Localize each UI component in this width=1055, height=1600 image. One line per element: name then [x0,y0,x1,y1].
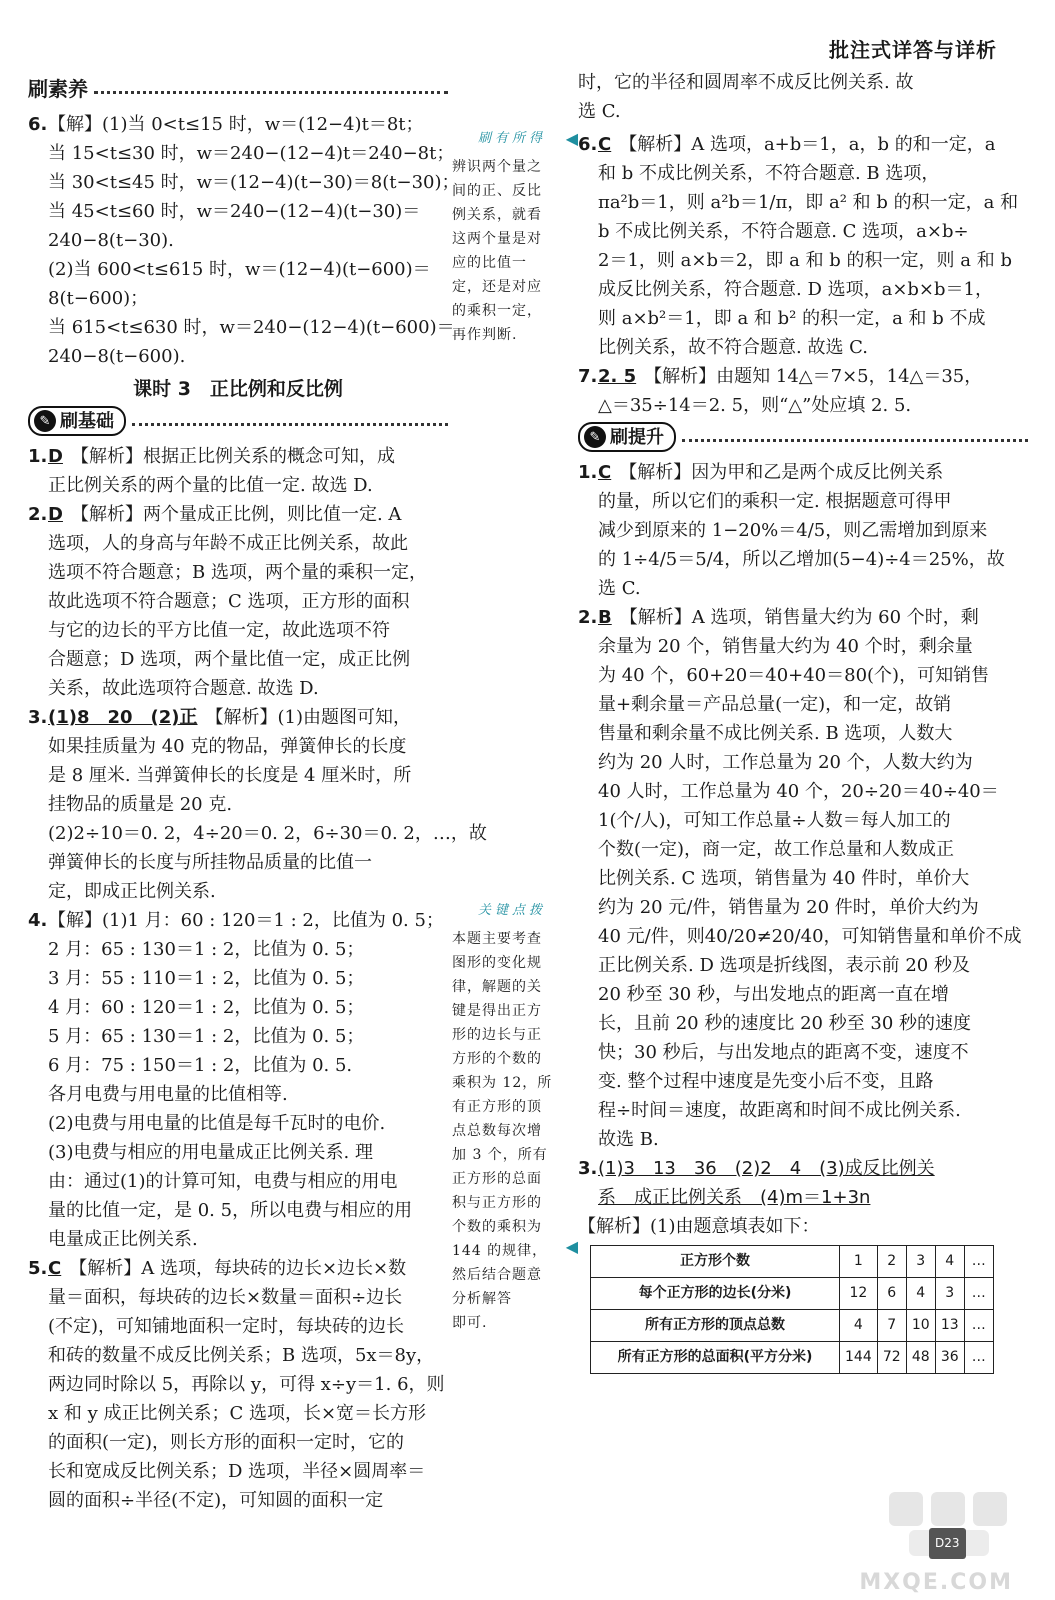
text-line: 程÷时间＝速度，故距离和时间不成比例关系. [598,1100,961,1121]
table-cell: 2 [877,1246,906,1278]
text-line: 的 1÷4/5＝5/4，所以乙增加(5−4)÷4＝25%，故 [598,549,1005,570]
page-number: D23 [929,1528,966,1559]
text-line: 240−8(t−30). [48,230,174,251]
answer-line: (1)3 13 36 (2)2 4 (3)成反比例关 [598,1158,935,1179]
text-line: 选 C. [578,101,621,122]
section-advanced-label: 刷提升 [610,426,664,448]
question-1 [28,442,448,500]
text-line: 3 月：55 : 110＝1 : 2，比值为 0. 5； [48,968,365,989]
table-row [591,1310,994,1342]
text-line: 240−8(t−600). [48,346,186,367]
table-cell: … [964,1342,993,1374]
text-line: 长，且前 20 秒的速度比 20 秒至 30 秒的速度 [598,1013,972,1034]
side-note-line: 然后结合题意 [452,1267,542,1283]
text-line: 约为 20 人时，工作总量为 20 个，人数大约为 [598,752,973,773]
answer: D [48,446,63,467]
text-line: 选 C. [598,578,641,599]
text-line: 余量为 20 个，销售量大约为 40 个时，剩余量 [598,636,973,657]
question-number: 5. [28,1258,48,1279]
side-note-line: 再作判断. [452,327,518,343]
table-cell: 1 [840,1246,878,1278]
text-line: 是 8 厘米. 当弹簧伸长的长度是 4 厘米时，所 [48,765,412,786]
side-note-line: 辨识两个量之 [452,159,542,175]
arrow-left-icon: ◀ [565,129,578,148]
text-line: 圆的面积÷半径(不定)，可知圆的面积一定 [48,1490,384,1511]
brush-icon: ✎ [584,426,606,448]
row-header: 正方形个数 [591,1246,840,1278]
text-line: πa²b＝1，则 a²b＝1/π，即 a² 和 b 的积一定，a 和 [598,192,1019,213]
text-line: 如果挂质量为 40 克的物品，弹簧伸长的长度 [48,736,407,757]
arrow-left-icon: ◀ [565,1237,578,1256]
text-line: 4 月：60 : 120＝1 : 2，比值为 0. 5； [48,997,365,1018]
text-line: 量+剩余量＝产品总量(一定)，和一定，故销 [598,694,952,715]
text-line: 2＝1，则 a×b＝2，即 a 和 b 的积一定，则 a 和 b [598,250,1012,271]
question-6-left [28,110,460,371]
text-line: 定，即成正比例关系. [48,881,216,902]
text-line: 两边同时除以 5，再除以 y，可得 x÷y＝1. 6，则 [48,1374,445,1395]
text-line: 【解析】因为甲和乙是两个成反比例关系 [619,462,944,483]
text-line: 【解析】A 选项，每块砖的边长×边长×数 [69,1258,407,1279]
table-cell: 7 [877,1310,906,1342]
answer-line: 系 成正比例关系 (4)m＝1+3n [598,1187,871,1208]
table-cell: … [964,1278,993,1310]
brush-icon: ✎ [34,410,56,432]
text-line: 与它的边长的平方比值一定，故此选项不符 [48,620,390,641]
text-line: (2)2÷10＝0. 2，4÷20＝0. 2，6÷30＝0. 2，…，故 [48,823,487,844]
table-cell: 72 [877,1342,906,1374]
question-number: 4. [28,910,48,931]
text-line: 6 月：75 : 150＝1 : 2，比值为 0. 5. [48,1055,353,1076]
text-line: 当 45<t≤60 时，w＝240−(12−4)(t−30)＝ [48,201,421,222]
text-line: 【解析】由题知 14△＝7×5，14△＝35， [644,366,983,387]
answer: C [598,134,612,155]
text-line: 和砖的数量不成反比例关系；B 选项，5x＝8y， [48,1345,435,1366]
section-advanced-badge [578,422,676,452]
side-note-line: 应的比值一 [452,255,527,271]
text-line: 量＝面积，每块砖的边长×数量＝面积÷边长 [48,1287,403,1308]
text-line: b 不成比例关系，不符合题意. C 选项，a×b÷ [598,221,969,242]
table-row [591,1342,994,1374]
side-note-line: 有正方形的顶 [452,1099,542,1115]
answer-table [590,1245,994,1374]
side-note-line: 键是得出正方 [452,1003,542,1019]
question-6-right [578,130,1028,362]
question-number: 3. [578,1158,598,1179]
text-line: 正比例关系的两个量的比值一定. 故选 D. [48,475,373,496]
table-cell: 3 [935,1278,964,1310]
side-note-line: 乘积为 12，所 [452,1075,553,1091]
text-line: 40 人时，工作总量为 40 个，20÷20＝40÷40＝ [598,781,999,802]
question-number: 7. [578,366,598,387]
text-line: (3)电费与相应的用电量成正比例关系. 理 [48,1142,373,1163]
text-line: (2)当 600<t≤615 时，w＝(12−4)(t−600)＝ [48,259,431,280]
side-note-title: 关键点拨 [477,903,546,918]
analysis-line: 【解析】(1)由题意填表如下： [578,1216,820,1237]
section-basic [28,406,448,436]
text-line: 成反比例关系，符合题意. D 选项，a×b×b＝1， [598,279,993,300]
text-line: 正比例关系. D 选项是折线图，表示前 20 秒及 [598,955,970,976]
section-advanced [578,422,1028,452]
text-line: 8(t−600)； [48,288,149,309]
table-cell: 4 [935,1246,964,1278]
side-note-line: 加 3 个，所有 [452,1147,548,1163]
header-title: 批注式详答与详析 [829,38,997,62]
side-note-line: 点总数每次增 [452,1123,542,1139]
text-line: 则 a×b²＝1，即 a 和 b² 的积一定，a 和 b 不成 [598,308,986,329]
question-2 [28,500,448,703]
text-line: 比例关系. C 选项，销售量为 40 件时，单价大 [598,868,970,889]
text-line: 的量，所以它们的乘积一定. 根据题意可得甲 [598,491,952,512]
row-header: 所有正方形的总面积(平方分米) [591,1342,840,1374]
text-line: 时，它的半径和圆周率不成反比例关系. 故 [578,72,914,93]
answer: (1)8 20 (2)正 [48,707,198,728]
side-note-line: 即可. [452,1315,488,1331]
table-cell: 6 [877,1278,906,1310]
question-number: 2. [578,607,598,628]
text-line: 量的比值一定，是 0. 5，所以电费与相应的用 [48,1200,413,1221]
text-line: 【解】(1)当 0<t≤15 时，w＝(12−4)t＝8t； [48,114,424,135]
question-r1 [578,458,1028,603]
side-note-line: 例关系，就看 [452,207,542,223]
side-note-line: 间的正、反比 [452,183,542,199]
table-cell: 10 [906,1310,935,1342]
section-shua-suyang-label: 刷素养 [28,76,88,101]
question-r2 [578,603,1028,1154]
text-line: 2 月：65 : 130＝1 : 2，比值为 0. 5； [48,939,365,960]
side-note-line: 本题主要考查 [452,931,542,947]
text-line: 当 30<t≤45 时，w＝(12−4)(t−30)＝8(t−30)； [48,172,460,193]
text-line: 故选 B. [598,1129,659,1150]
text-line: 弹簧伸长的长度与所挂物品质量的比值一 [48,852,372,873]
dotted-divider [682,439,1028,442]
side-note-line: 方形的个数的 [452,1051,542,1067]
side-note-2 [452,896,578,1335]
text-line: 各月电费与用电量的比值相等. [48,1084,288,1105]
answer: B [598,607,612,628]
side-note-line: 这两个量是对 [452,231,542,247]
watermark-text: MXQE.COM [859,1570,1013,1595]
text-line: 约为 20 元/件，销售量为 20 件时，单价大约为 [598,897,979,918]
side-note-1 [452,124,578,347]
question-number: 2. [28,504,48,525]
question-number: 6. [28,114,48,135]
text-line: 【解析】根据正比例关系的概念可知，成 [70,446,395,467]
side-note-line: 的乘积一定， [452,303,542,319]
dotted-divider [132,423,448,426]
text-line: 减少到原来的 1−20%＝4/5，则乙需增加到原来 [598,520,988,541]
text-line: 故此选项不符合题意；C 选项，正方形的面积 [48,591,410,612]
text-line: 快；30 秒后，与出发地点的距离不变，速度不 [598,1042,969,1063]
table-row [591,1246,994,1278]
text-line: 比例关系，故不符合题意. 故选 C. [598,337,869,358]
table-cell: … [964,1310,993,1342]
section-shua-suyang [28,74,448,104]
text-line: 1(个/人)，可知工作总量÷人数＝每人加工的 [598,810,951,831]
table-row [591,1278,994,1310]
side-note-line: 正方形的总面 [452,1171,542,1187]
table-cell: 13 [935,1310,964,1342]
side-note-line: 分析解答 [452,1291,512,1307]
table-cell: 144 [840,1342,878,1374]
answer: 2. 5 [598,366,637,387]
right-column [578,68,1028,1374]
text-line: 的面积(一定)，则长方形的面积一定时，它的 [48,1432,405,1453]
answer: C [48,1258,62,1279]
text-line: 挂物品的质量是 20 克. [48,794,233,815]
question-number: 3. [28,707,48,728]
answer: D [48,504,63,525]
text-line: (2)电费与用电量的比值是每千瓦时的电价. [48,1113,386,1134]
answer: C [598,462,612,483]
text-line: 【解析】(1)由题图可知， [205,707,412,728]
table-cell: … [964,1246,993,1278]
text-line: 关系，故此选项符合题意. 故选 D. [48,678,319,699]
text-line: 20 秒至 30 秒，与出发地点的距离一直在增 [598,984,949,1005]
text-line: 合题意；D 选项，两个量比值一定，成正比例 [48,649,411,670]
side-note-title: 刷有所得 [477,131,546,146]
text-line: 【解析】两个量成正比例，则比值一定. A [70,504,402,525]
row-header: 每个正方形的边长(分米) [591,1278,840,1310]
section-basic-badge [28,406,126,436]
side-note-line: 定，还是对应 [452,279,542,295]
question-3 [28,703,487,906]
side-note-line: 律，解题的关 [452,979,542,995]
table-cell: 36 [935,1342,964,1374]
question-7 [578,362,1028,420]
text-line: 为 40 个，60+20＝40+40＝80(个)，可知销售 [598,665,990,686]
side-note-line: 形的边长与正 [452,1027,542,1043]
text-line: 电量成正比例关系. [48,1229,198,1250]
table-cell: 12 [840,1278,878,1310]
question-number: 1. [28,446,48,467]
text-line: x 和 y 成正比例关系；C 选项，长×宽＝长方形 [48,1403,427,1424]
text-line: 和 b 不成比例关系，不符合题意. B 选项， [598,163,940,184]
text-line: 长和宽成反比例关系；D 选项，半径×圆周率＝ [48,1461,426,1482]
text-line: 变. 整个过程中速度是先变小后不变，且路 [598,1071,934,1092]
text-line: 选项不符合题意；B 选项，两个量的乘积一定， [48,562,427,583]
text-line: 【解】(1)1 月：60 : 120＝1 : 2，比值为 0. 5； [48,910,444,931]
text-line: 【解析】A 选项，a+b＝1，a，b 的和一定，a [619,134,996,155]
question-r3 [578,1154,1028,1212]
side-note-line: 图形的变化规 [452,955,542,971]
answer-table-body [591,1246,994,1374]
row-header: 所有正方形的顶点总数 [591,1310,840,1342]
lesson-title: 课时 3 正比例和反比例 [133,378,343,400]
text-line: 【解析】A 选项，销售量大约为 60 个时，剩 [619,607,979,628]
text-line: 选项，人的身高与年龄不成正比例关系，故此 [48,533,408,554]
side-note-line: 144 的规律， [452,1243,548,1259]
table-cell: 3 [906,1246,935,1278]
text-line: 当 615<t≤630 时，w＝240−(12−4)(t−600)＝ [48,317,455,338]
text-line: 个数(一定)，商一定，故工作总量和人数成正 [598,839,955,860]
text-line: 5 月：65 : 130＝1 : 2，比值为 0. 5； [48,1026,365,1047]
table-cell: 48 [906,1342,935,1374]
side-note-line: 个数的乘积为 [452,1219,542,1235]
question-5 [28,1254,448,1515]
dotted-divider [94,91,448,94]
text-line: (不定)，可知铺地面积一定时，每块砖的边长 [48,1316,405,1337]
text-line: 售量和剩余量不成比例关系. B 选项，人数大 [598,723,953,744]
text-line: 当 15<t≤30 时，w＝240−(12−4)t＝240−8t； [48,143,455,164]
side-note-line: 积与正方形的 [452,1195,542,1211]
table-cell: 4 [906,1278,935,1310]
question-number: 6. [578,134,598,155]
text-line: 由：通过(1)的计算可知，电费与相应的用电 [48,1171,398,1192]
text-line: △＝35÷14＝2. 5，则“△”处应填 2. 5. [598,395,912,416]
text-line: 40 元/件，则40/20≠20/40，可知销售量和单价不成 [598,926,1022,947]
table-cell: 4 [840,1310,878,1342]
section-basic-label: 刷基础 [60,410,114,432]
question-number: 1. [578,462,598,483]
question-4 [28,906,448,1254]
